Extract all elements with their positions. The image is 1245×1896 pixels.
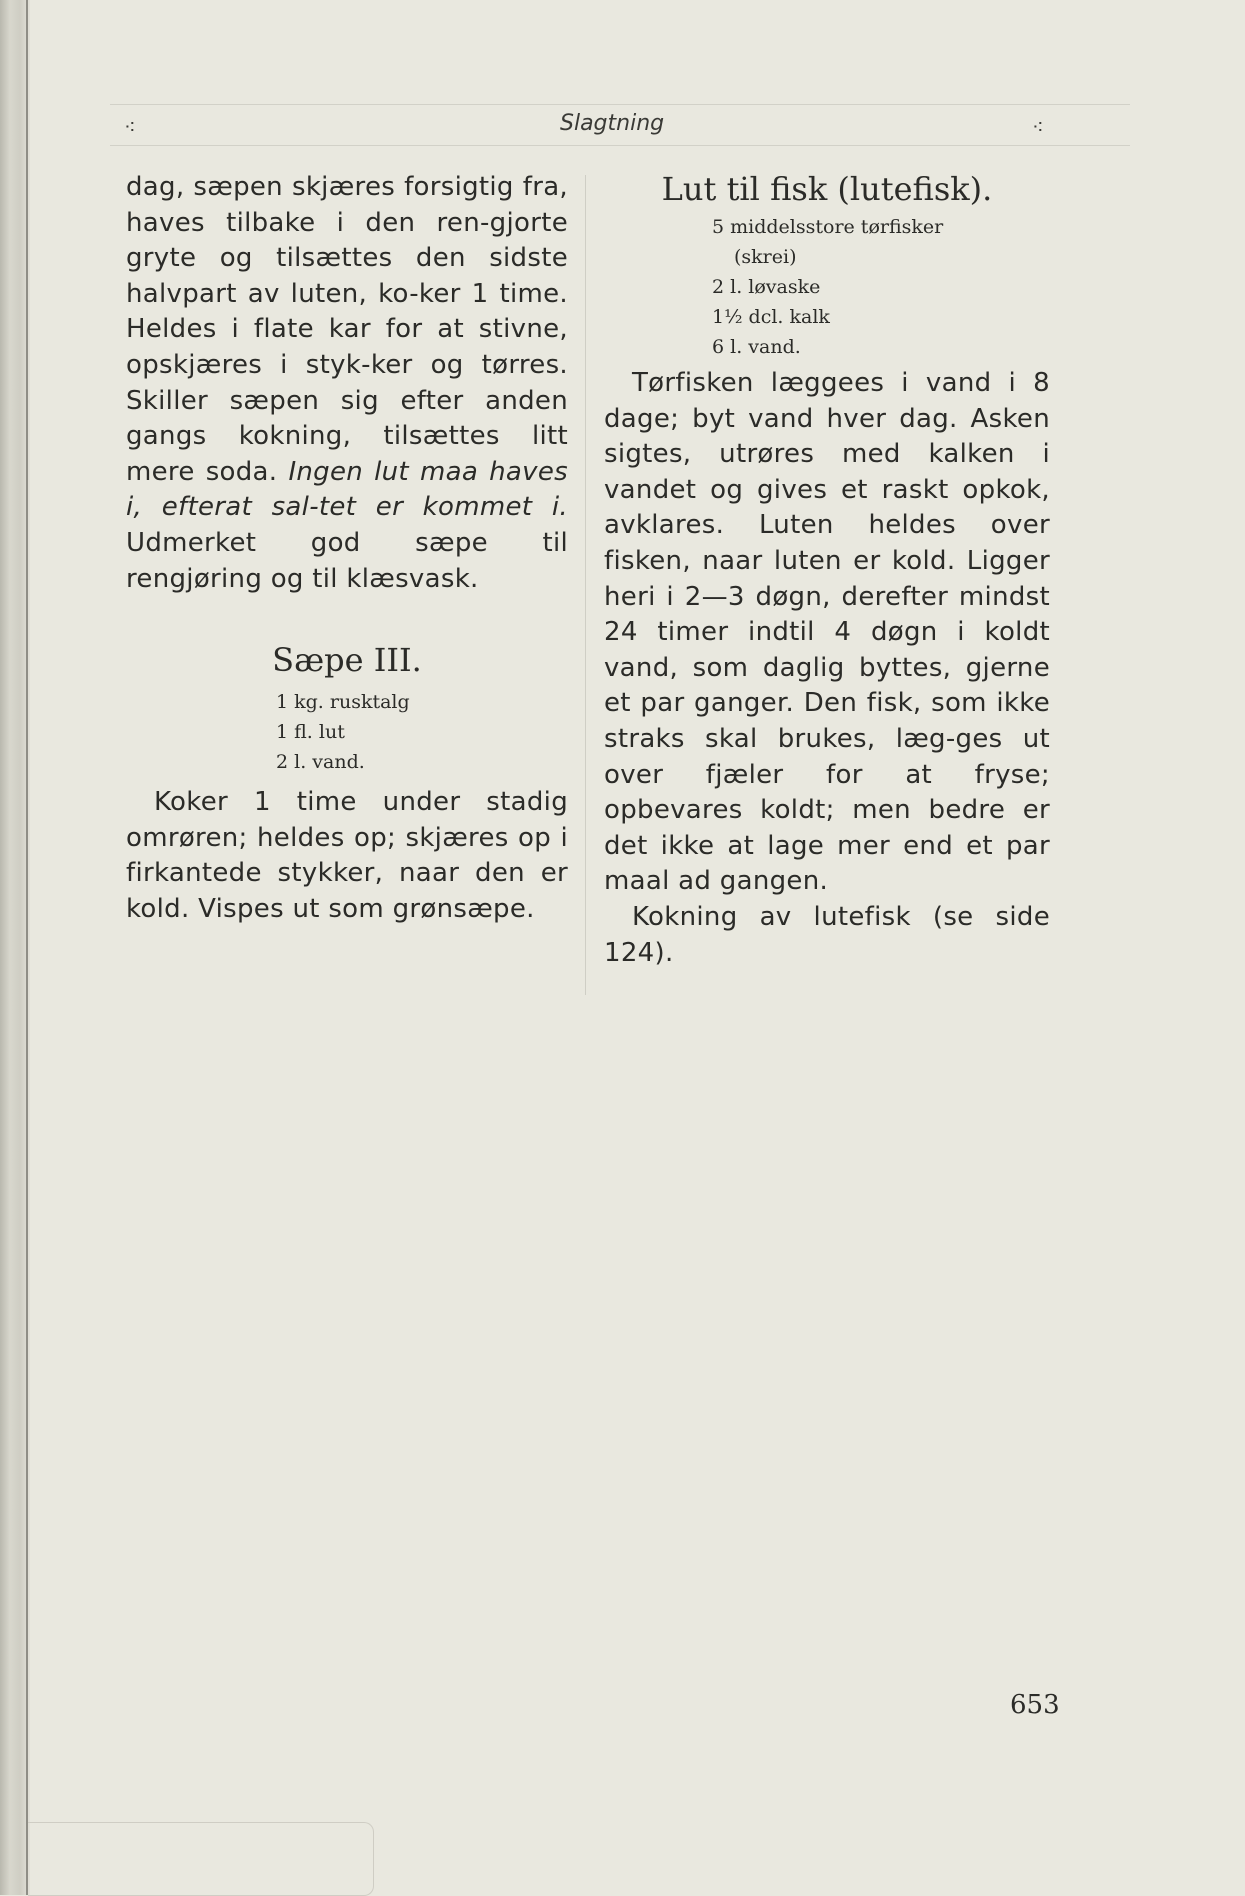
column-divider [585,175,586,995]
right-column [604,170,1050,971]
left-paragraph-1-text-b: Udmerket god sæpe til rengjøring og til klæsvask. [126,527,568,594]
ingredient-item: 2 l. vand. [276,751,365,774]
left-column [126,170,568,928]
right-paragraph-1: Tørfisken læggees i vand i 8 dage; byt vand hver dag. Asken sigtes, utrøres med kalken i vandet og gives et raskt opkok, avklares. Luten heldes over fisken, naar luten er kold. Ligger heri i 2—3 døgn, derefter mindst 24 timer indtil 4 døgn i koldt vand, som daglig byttes, gjerne et par ganger. Den fisk, som ikke straks skal brukes, læg-ges ut over fjæler for at fryse; opbevares koldt; men bedre er det ikke at lage mer end et par maal ad gangen. [604,368,1050,897]
running-title: Slagtning [560,111,665,136]
ingredient-item: 6 l. vand. [712,336,801,358]
page-tab-mark [28,1822,374,1896]
recipe-heading-lutefisk: Lut til fisk (lutefisk). [661,170,993,208]
ingredient-item: 2 l. løvaske [712,276,821,298]
ingredient-item: 5 middelsstore tørfisker [712,216,944,238]
ingredient-item: 1½ dcl. kalk [712,306,830,328]
ornament-right-icon: ⁖ [1032,115,1044,139]
ingredient-list-lutefisk [604,212,1050,362]
ingredient-item: 1 fl. lut [276,721,345,744]
left-paragraph-1-italic: Ingen lut maa haves i, efterat sal-tet er kommet i. [126,456,568,523]
left-paragraph-1-text-a: dag, sæpen skjæres forsigtig fra, haves tilbake i den ren-gjorte gryte og tilsættes den sidste halvpart av luten, ko-ker 1 time. Heldes i flate kar for at stivne, opskjæres i styk-ker og tørres. Skiller sæpen sig efter anden gangs kokning, tilsættes litt mere soda. [126,172,568,487]
ingredient-list-saepe [126,687,568,777]
left-paragraph-2: Koker 1 time under stadig omrøren; heldes op; skjæres op i firkantede stykker, naar den er kold. Vispes ut som grønsæpe. [126,787,568,924]
ingredient-item: (skrei) [734,246,797,268]
binding-line [26,0,28,1895]
left-paragraph-1 [126,170,568,597]
right-paragraph-2: Kokning av lutefisk (se side 124). [604,901,1050,968]
running-header [110,104,1130,146]
ornament-left-icon: ⁖ [124,115,136,139]
ingredient-item: 1 kg. rusktalg [276,691,410,714]
page-number: 653 [1010,1690,1060,1720]
recipe-heading-saepe-iii: Sæpe III. [272,641,422,680]
